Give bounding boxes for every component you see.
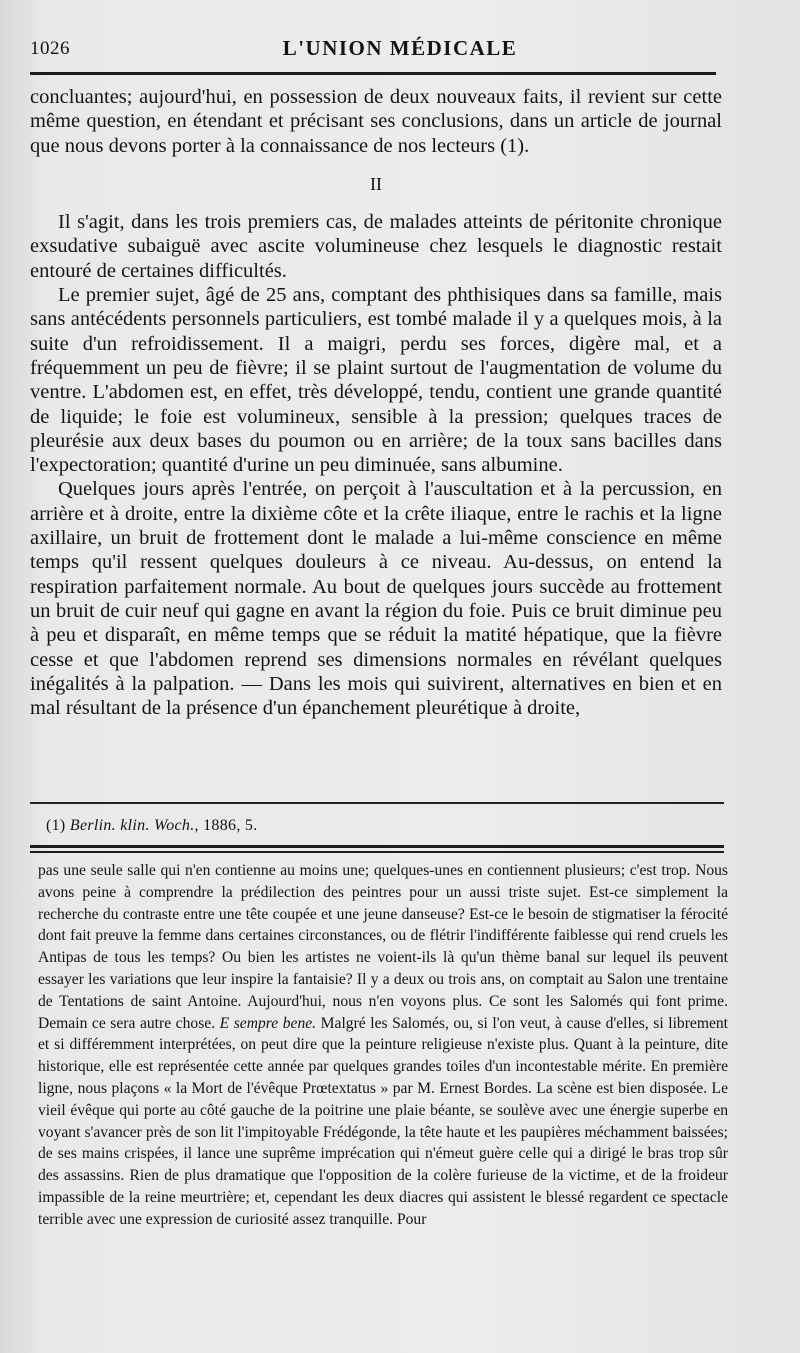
feuilleton-text-2: Malgré les Salomés, ou, si l'on veut, à cause d'elles, si librement et si différemment interprétées, on peut dire que la peinture religieuse n'existe plus. Quant à la peinture, dite historique, elle est représentée cette année par quelques grandes toiles d'un incontestable mérite. En première ligne, nous plaçons « la Mort de l'évêque Prœtextatus » par M. Ernest Bordes. La scène est bien disposée. Le vieil évêque qui porte au côté gauche de la poitrine une plaie béante, se soulève avec une énergie superbe en voyant s'avancer près de son lit l'impitoyable Frédégonde, la tête haute et les paupières méchamment baissées; de ses mains crispées, il lance une suprême imprécation qui n'émeut guère celle qui a dirigé le bras trop sûr des assassins. Rien de plus dramatique que l'opposition de la colère furieuse de la victime, et de la froideur impassible de la reine meurtrière; et, cependant les deux diacres qui assistent le blessé regardent ce spectacle terrible avec une expression de curiosité assez tranquille. Pour (38, 1014, 728, 1228)
section-number: II (370, 173, 382, 194)
article-paragraph-1: Il s'agit, dans les trois premiers cas, de malades atteints de péritonite chronique exsudative subaiguë avec ascite volumineuse chez lesquels le diagnostic restait entouré de certaines difficultés. (30, 211, 722, 282)
header-rule (30, 72, 716, 75)
footnote-source: Berlin. klin. Woch. (69, 817, 195, 834)
feuilleton-rule-top (30, 845, 724, 848)
page-header (30, 34, 770, 64)
footnote (46, 817, 258, 835)
feuilleton-rule-bottom (30, 851, 724, 853)
footnote-details: , 1886, 5. (194, 817, 258, 834)
article-intro-paragraph: concluantes; aujourd'hui, en possession de deux nouveaux faits, il revient sur cette même question, en étendant et précisant ses conclusions, dans un article de journal que nous devons porter à la connaissance de nos lecteurs (1). (30, 86, 722, 157)
feuilleton-text-1: pas une seule salle qui n'en contienne au moins une; quelques-unes en contiennent plusieurs; c'est trop. Nous avons peine à comprendre la prédilection des peintres pour un aussi triste sujet. Est-ce simplement la recherche du contraste entre une tête coupée et une jeune danseuse? Est-ce le besoin de stigmatiser la férocité dont fait preuve la femme dans certaines circonstances, ou de flétrir l'indifférente faiblesse qui rend cruels les Antipas de tous les temps? Ou bien les artistes ne voient-ils là qu'un thème banal sur lequel ils peuvent essayer les variations que leur inspire la fantaisie? Il y a deux ou trois ans, on comptait au Salon une trentaine de Tentations de saint Antoine. Aujourd'hui, nous n'en voyons plus. Ce sont les Salomés qui font prime. Demain ce sera autre chose. (38, 862, 728, 1032)
page-number: 1026 (30, 38, 70, 59)
article-paragraph-2: Le premier sujet, âgé de 25 ans, comptant des phthisiques dans sa famille, mais sans antécédents personnels particuliers, est tombé malade il y a quelques mois, à la suite d'un refroidissement. Il a maigri, perdu ses forces, digère mal, et a fréquemment un peu de fièvre; il se plaint surtout de l'augmentation de volume du ventre. L'abdomen est, en effet, très développé, tendu, contient une grande quantité de liquide; le foie est volumineux, sensible à la pression; quelques traces de pleurésie aux deux bases du poumon ou en arrière; de la toux sans bacilles dans l'expectoration; quantité d'urine un peu diminuée, sans albumine. (30, 284, 722, 477)
footnote-marker: (1) (46, 817, 66, 834)
feuilleton-body (38, 860, 728, 1231)
footnote-rule (30, 802, 724, 804)
feuilleton-italic-phrase: E sempre bene. (219, 1014, 317, 1032)
article-body (30, 85, 722, 720)
journal-title: L'UNION MÉDICALE (282, 36, 518, 60)
article-paragraph-3: Quelques jours après l'entrée, on perçoit à l'auscultation et à la percussion, en arrière et à droite, entre la dixième côte et la crête iliaque, entre le rachis et la ligne axillaire, un bruit de frottement dont le malade a lui-même conscience en même temps qu'il ressent quelques douleurs à ce niveau. Au-dessus, on entend la respiration parfaitement normale. Au bout de quelques jours succède au frottement un bruit de cuir neuf qui gagne en avant la région du foie. Puis ce bruit diminue peu à peu et disparaît, en même temps que se réduit la matité hépatique, que la fièvre cesse et que l'abdomen reprend ses dimensions normales en révélant quelques inégalités à la palpation. — Dans les mois qui suivirent, alternatives en bien et en mal résultant de la présence d'un épanchement pleurétique à droite, (30, 478, 722, 720)
